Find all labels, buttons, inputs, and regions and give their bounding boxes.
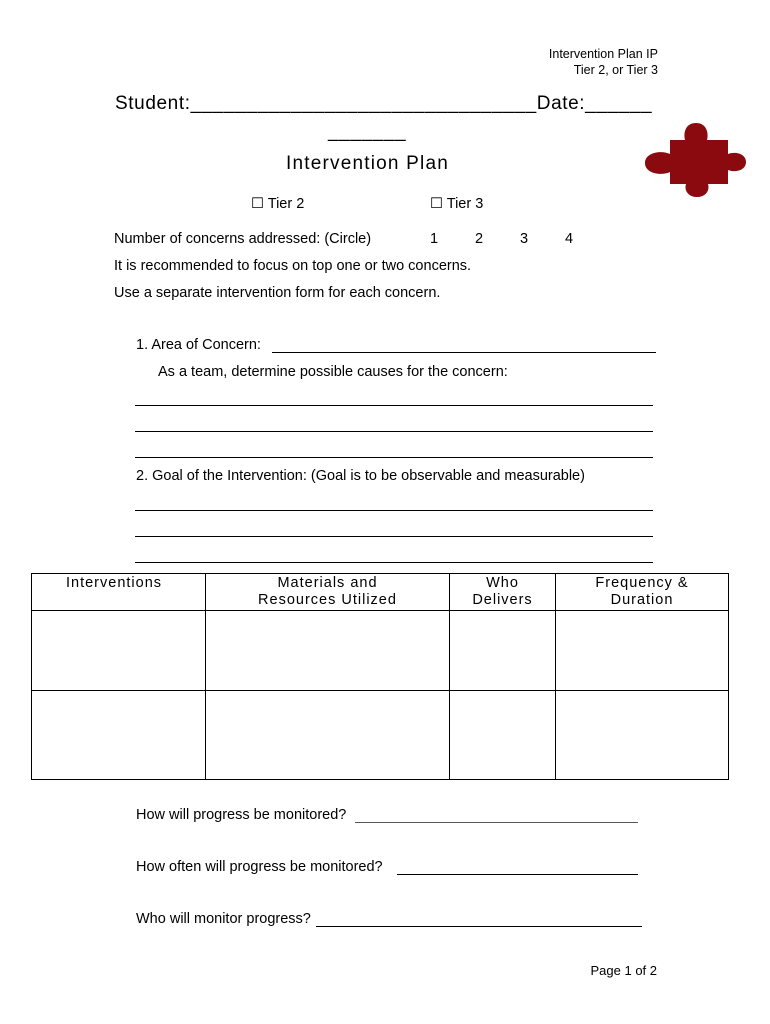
goal-line[interactable] [135, 510, 653, 511]
table-cell-interventions[interactable] [32, 611, 206, 691]
table-cell-who-delivers[interactable] [450, 691, 556, 780]
causes-prompt: As a team, determine possible causes for the concern: [158, 364, 508, 380]
col-header-who-delivers: Who Delivers [450, 574, 556, 611]
page-title: Intervention Plan [286, 153, 449, 174]
header-tier-line: Tier 2, or Tier 3 [573, 63, 658, 77]
concern-option-3[interactable]: 3 [520, 231, 529, 247]
progress-frequency-question: How often will progress be monitored? [136, 859, 383, 875]
student-date-line[interactable]: Student:_______________________________Date:______ [115, 93, 653, 114]
area-of-concern-label: 1. Area of Concern: [136, 337, 261, 353]
concern-option-2[interactable]: 2 [475, 231, 484, 247]
col-header-interventions: Interventions [32, 574, 206, 611]
instruction-line-1: It is recommended to focus on top one or two concerns. [114, 258, 472, 274]
goal-label: 2. Goal of the Intervention: (Goal is to be observable and measurable) [136, 468, 585, 484]
instruction-line-2: Use a separate intervention form for each concern. [114, 285, 441, 301]
interventions-table [31, 573, 729, 780]
progress-monitor-question: How will progress be monitored? [136, 807, 347, 823]
causes-line[interactable] [135, 405, 653, 406]
progress-frequency-field[interactable] [397, 874, 638, 875]
table-cell-materials[interactable] [206, 611, 450, 691]
table-cell-interventions[interactable] [32, 691, 206, 780]
causes-line[interactable] [135, 431, 653, 432]
col-header-materials: Materials and Resources Utilized [206, 574, 450, 611]
tier-2-checkbox[interactable]: ☐ Tier 2 [251, 196, 305, 212]
concerns-label: Number of concerns addressed: (Circle) [114, 231, 372, 247]
table-cell-who-delivers[interactable] [450, 611, 556, 691]
tier-3-checkbox[interactable]: ☐ Tier 3 [430, 196, 484, 212]
table-cell-frequency[interactable] [556, 611, 729, 691]
concern-option-1[interactable]: 1 [430, 231, 439, 247]
concern-option-4[interactable]: 4 [565, 231, 574, 247]
progress-monitor-field[interactable] [355, 822, 638, 823]
progress-monitor-who-field[interactable] [316, 926, 642, 927]
goal-line[interactable] [135, 536, 653, 537]
header-form-title: Intervention Plan IP [548, 47, 658, 61]
table-header-row [32, 574, 729, 611]
col-header-frequency: Frequency & Duration [556, 574, 729, 611]
table-cell-frequency[interactable] [556, 691, 729, 780]
progress-monitor-who-question: Who will monitor progress? [136, 911, 311, 927]
page-number: Page 1 of 2 [590, 963, 657, 978]
table-row [32, 691, 729, 780]
student-date-line-continuation[interactable]: _______ [328, 121, 407, 142]
table-row [32, 611, 729, 691]
table-cell-materials[interactable] [206, 691, 450, 780]
causes-line[interactable] [135, 457, 653, 458]
area-of-concern-field[interactable] [272, 352, 656, 353]
goal-line[interactable] [135, 562, 653, 563]
